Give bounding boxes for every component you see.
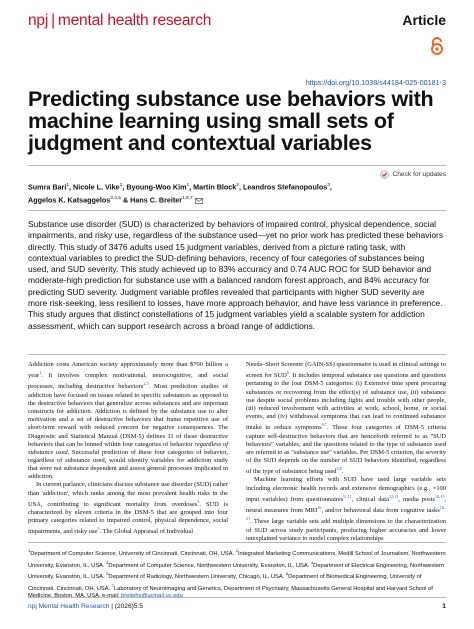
doi-link[interactable]: https://doi.org/10.1038/s44184-025-00181-3 [305, 78, 446, 87]
journal-name[interactable] [28, 12, 211, 30]
author-name[interactable]: Leandros Stefanopoulos [242, 182, 328, 192]
author-name[interactable]: Martin Block [193, 182, 237, 192]
footer-journal-link[interactable]: npj Mental Health Research [28, 603, 110, 610]
journal-title: mental health research [57, 12, 212, 29]
author-affil-sup: 1 [119, 183, 123, 188]
author-affil-sup: 1,6,7 [182, 196, 193, 202]
author-affil-sup: 2 [236, 183, 239, 188]
citation-sup[interactable]: 16 [317, 505, 322, 511]
citation-sup[interactable]: 5,8 [336, 466, 342, 472]
article-type-label: Article [402, 12, 446, 28]
abstract-text: Substance use disorder (SUD) is characterized by behaviors of impaired control, physical dependence, social impairments, and risky use, regardless of the substance used—yet no prior work has predicted these behaviors directly. This study of 3476 adults used 15 judgment variables, derived from a picture rating task, with contextual variables to predict the SUD-defining behaviors, recency of four categories of substances being used, and SUD severity. This study achieved up to 83% accuracy and 0.74 AUC ROC for SUD behavior and moderate-high prediction for substance use with a balanced random forest approach, and 84% accuracy for predicting SUD severity. Judgment variable profiles revealed that participants with higher SUD severity are more risk-seeking, less resilient to losses, have more approach behavior, and have less variance in preference. This study argues that distinct constellations of 15 judgment variables yield a scalable system for addiction assessment, which can support research across a broad range of addictions. [28, 219, 444, 331]
journal-separator: | [51, 12, 55, 29]
author-connector: & [122, 195, 129, 205]
footer-volume-issue: (2026)5:5 [114, 603, 144, 610]
journal-prefix: npj [28, 12, 49, 29]
corresponding-email-link[interactable]: breitehs@ucmail.uc.edu [121, 593, 183, 600]
check-updates-label: Check for updates [392, 171, 446, 178]
article-title: Predicting substance use behaviors with machine learning using small sets of judgment and contextual variables [28, 87, 434, 155]
citation-sup[interactable]: 1 [39, 370, 42, 376]
author-line-1: Sumra Bari$^1$, Nicole L. Vike$^1$, Byoung-Woo Kim$^1$, Martin Block$^2$, Leandros Stefanopoulos$^3$, [28, 182, 332, 192]
divider-top [28, 165, 446, 166]
citation-sup[interactable]: 12,13 [388, 493, 399, 499]
body-paragraph: Needs–Short Screener (GAIN-SS) questionnaire is used in clinical settings to screen for SUD$^6$. It includes temporal substance use questions and questions pertaining to the four DSM-5 categories: (i) Extensive time spent procuring substances or recovering from the effect(s) of substance use, (ii) substance use despite social problems including fights and trouble with other people, (iii) reduced involvement with activities at work, school, home, or social events, and (iv) withdrawal symptoms that can lead to continued substance intake to reduce symptoms$^{6,7}$. These four categories of DSM-5 criteria capture self-destructive behaviors that are henceforth referred to as "SUD behaviors" variables, and the questions related to the type of substance used are referred to as "substance use" variables. Per DSM-5 criterion, the severity of the SUD depends on the number of SUD behaviors identified, regardless of the type of substance being used$^{5,8}$. [246, 361, 447, 476]
author-affil-sup: 1 [186, 183, 190, 188]
envelope-icon[interactable] [195, 198, 203, 204]
open-access-lock-icon [430, 37, 444, 55]
author-line-2 [28, 193, 448, 206]
author-list [28, 180, 448, 207]
citation-sup[interactable]: 6 [286, 370, 289, 376]
divider-abstract-top [28, 210, 446, 211]
check-updates-button[interactable] [380, 170, 446, 179]
citation-sup[interactable]: 9–11 [343, 493, 352, 499]
citation-sup[interactable]: 4 [197, 498, 200, 504]
citation-sup[interactable]: 14,15 [434, 493, 445, 499]
body-column-right [246, 361, 446, 543]
author-name[interactable]: Sumra Bari [28, 182, 67, 192]
author-affil-sup: 3 [327, 183, 330, 188]
affiliations: $^1$Department of Computer Science, University of Cincinnati, Cincinnati, OH, USA. $^2$Integrated Marketing Communications, Medill School of Journalism, Northwestern University, Evanston, IL, USA. $^3$Department of Computer Science, Northwestern University, Evanston, IL, USA. $^4$Department of Electrical Engineering, Northwestern University, Evanston, IL, USA. $^5$Department of Radiology, Northwestern University, Chicago, IL, USA. $^6$Department of Biomedical Engineering, University of Cincinnati, Cincinnati, OH, USA. $^7$Laboratory of Neuroimaging and Genetics, Department of Psychiatry, Massachusetts General Hospital and Harvard School of Medicine, Boston, MA, USA. e-mail: breitehs@ucmail.uc.edu [28, 548, 446, 600]
body-paragraph: Machine learning efforts with SUD have used large variable sets including electronic health records and extensive demographics (e.g., ×100 input variables) from questionnaires$^{9-11}$, clinical data$^{12,13}$, media posts$^{14,15}$, neural measures from MRI$^{16}$, and/or behavioral data from cognitive tasks$^{16-21}$. These large variable sets add multiple dimensions to the characterization of SUD across study participants, producing higher accuracies and lower unexplained variance to model complex relationships [246, 476, 447, 542]
author-affil-sup: 1 [66, 183, 70, 188]
footer-separator: | [111, 603, 113, 610]
body-paragraph: In current parlance, clinicians discuss substance use disorder (SUD) rather than 'addiction', which ranks among the most prevalent health risks in the USA, contributing to significant mortality from overdoses$^4$. SUD is characterized by eleven criteria in the DSM-5 that are grouped into four primary categories related to impaired control, physical dependence, social impairments, and risky use$^5$. The Global Appraisal of Individual [28, 481, 228, 536]
body-column-left [28, 361, 228, 537]
citation-sup[interactable]: 6,7 [321, 422, 327, 428]
author-name[interactable]: Aggelos K. Katsaggelos [28, 195, 111, 205]
citation-sup[interactable]: 2,3 [143, 381, 149, 387]
divider-abstract-bottom [28, 354, 446, 355]
citation-sup[interactable]: 5 [97, 526, 100, 532]
page-number: 1 [442, 603, 446, 610]
author-affil-sup: 3,4,5 [110, 196, 121, 202]
author-name[interactable]: Hans C. Breiter [130, 195, 183, 205]
divider-affiliations [28, 542, 446, 543]
citation-sup[interactable]: 16–21 [246, 505, 446, 522]
body-paragraph: Addiction costs American society approximately more than $700 billion a year$^1$. It involves complex motivational, neurocognitive, and social processes, including destructive behaviors$^{2,3}$. Most prediction studies of addiction have focused on issues related to specific substances as opposed to the destructive behaviors that generalize across substances and are important constructs for addiction. Addiction is defined by the substance use to alter motivation and a set of destructive behaviors that frame repetitive use of short-term reward with reduced concern for negative consequences. The Diagnostic and Statistical Manual (DSM-5) defines 11 of these destructive behaviors that can be binned within four categories of behavior regardless of substance used. Successful prediction of these four categories of behavior, regardless of substance used, would identify variables for addiction study that were not substance dependent and assess general processes implicated in addiction. [28, 361, 228, 481]
author-name[interactable]: Byoung-Woo Kim [126, 182, 187, 192]
check-updates-icon [380, 170, 389, 179]
divider-footer [28, 597, 446, 598]
author-name[interactable]: Nicole L. Vike [73, 182, 120, 192]
email-label: e-mail: [102, 593, 120, 600]
footer-citation [28, 603, 143, 610]
